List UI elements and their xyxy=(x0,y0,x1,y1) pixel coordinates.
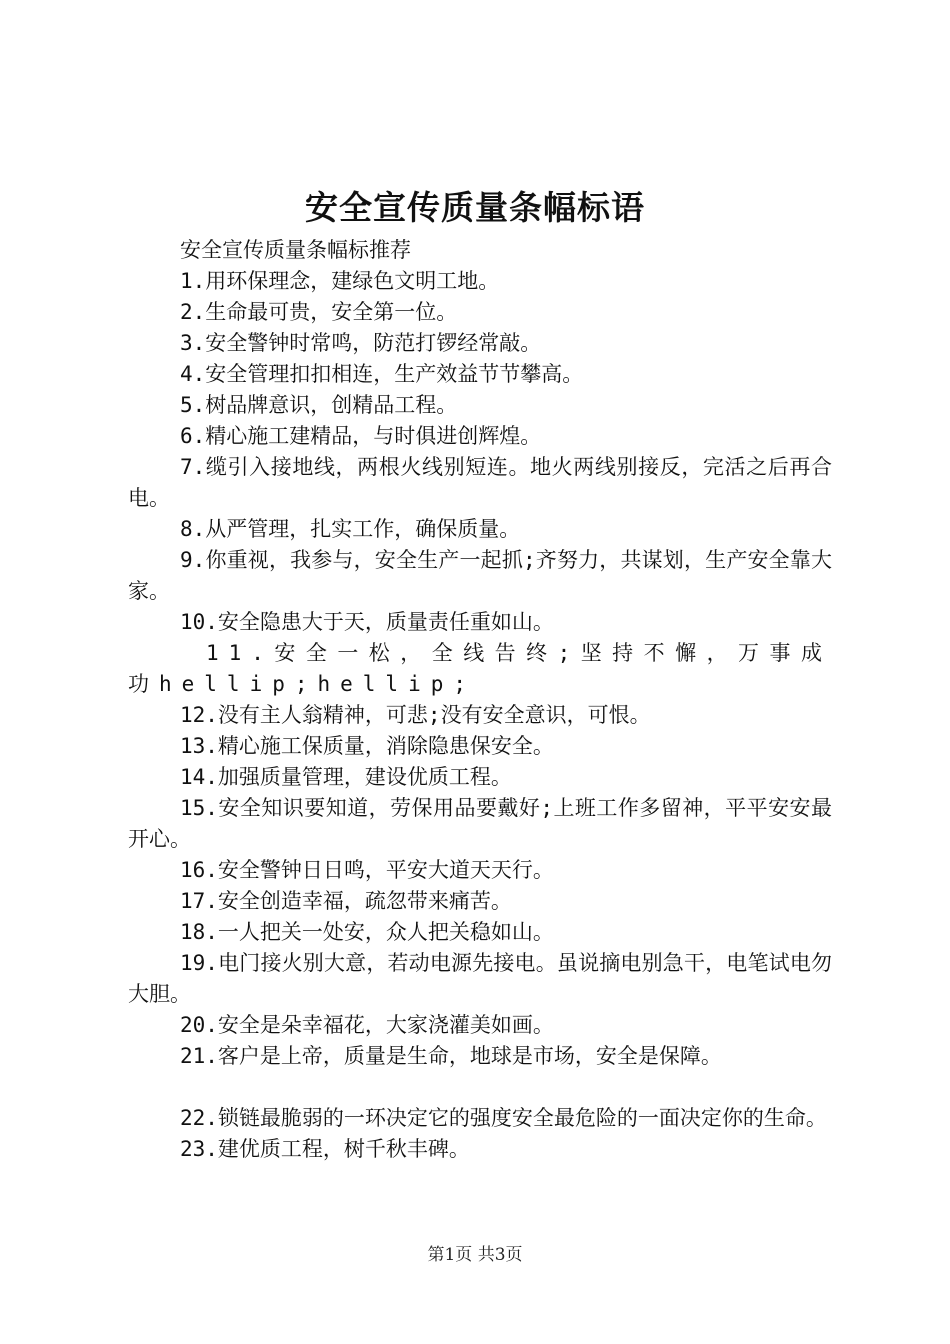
slogan-item-20: 20.安全是朵幸福花，大家浇灌美如画。 xyxy=(180,1013,554,1037)
document-body xyxy=(128,235,832,1165)
slogan-item-1: 1.用环保理念，建绿色文明工地。 xyxy=(180,269,500,293)
slogan-item-12: 12.没有主人翁精神，可悲;没有安全意识，可恨。 xyxy=(180,703,651,727)
slogan-item-5: 5.树品牌意识，创精品工程。 xyxy=(180,393,458,417)
slogan-item-10: 10.安全隐患大于天，质量责任重如山。 xyxy=(180,610,554,634)
slogan-item-11: 11.安全一松，全线告终;坚持不懈，万事成功hellip;hellip; xyxy=(128,641,832,696)
slogan-item-22: 22.锁链最脆弱的一环决定它的强度安全最危险的一面决定你的生命。 xyxy=(180,1106,827,1130)
slogan-item-14: 14.加强质量管理，建设优质工程。 xyxy=(180,765,512,789)
slogan-item-7: 7.缆引入接地线，两根火线别短连。地火两线别接反，完活之后再合电。 xyxy=(128,455,832,510)
document-title: 安全宣传质量条幅标语 xyxy=(305,188,645,227)
slogan-item-3: 3.安全警钟时常鸣，防范打锣经常敲。 xyxy=(180,331,542,355)
slogan-item-8: 8.从严管理，扎实工作，确保质量。 xyxy=(180,517,521,541)
slogan-item-17: 17.安全创造幸福，疏忽带来痛苦。 xyxy=(180,889,512,913)
slogan-item-23: 23.建优质工程，树千秋丰碑。 xyxy=(180,1137,470,1161)
slogan-item-15: 15.安全知识要知道，劳保用品要戴好;上班工作多留神，平平安安最开心。 xyxy=(128,796,832,851)
slogan-item-16: 16.安全警钟日日鸣，平安大道天天行。 xyxy=(180,858,554,882)
slogan-item-2: 2.生命最可贵，安全第一位。 xyxy=(180,300,458,324)
slogan-item-18: 18.一人把关一处安，众人把关稳如山。 xyxy=(180,920,554,944)
intro-line: 安全宣传质量条幅标推荐 xyxy=(180,238,411,262)
slogan-item-13: 13.精心施工保质量，消除隐患保安全。 xyxy=(180,734,554,758)
slogan-item-9: 9.你重视，我参与，安全生产一起抓;齐努力，共谋划，生产安全靠大家。 xyxy=(128,548,832,603)
slogan-item-19: 19.电门接火别大意，若动电源先接电。虽说摘电别急干，电笔试电勿大胆。 xyxy=(128,951,832,1006)
slogan-item-4: 4.安全管理扣扣相连，生产效益节节攀高。 xyxy=(180,362,584,386)
page-number-footer: 第1页 共3页 xyxy=(427,1245,523,1265)
blank-line xyxy=(128,1072,832,1103)
slogan-item-6: 6.精心施工建精品，与时俱进创辉煌。 xyxy=(180,424,542,448)
slogan-item-21: 21.客户是上帝，质量是生命，地球是市场，安全是保障。 xyxy=(180,1044,722,1068)
